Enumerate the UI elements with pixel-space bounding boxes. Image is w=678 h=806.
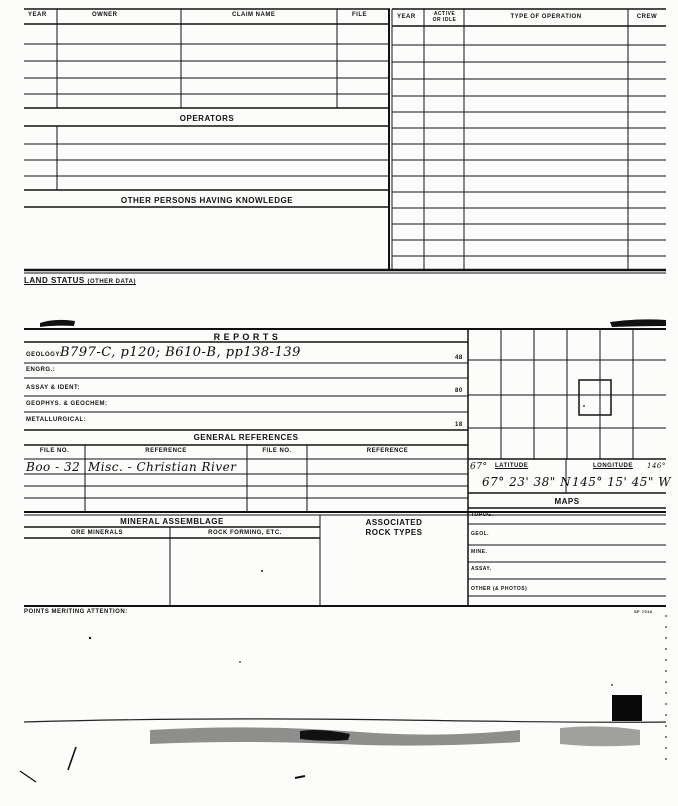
longitude-label: LONGITUDE (593, 463, 633, 469)
active-idle-header (425, 11, 464, 23)
metallurgical-label: METALLURGICAL: (26, 417, 87, 423)
topog-label: TOPOG. (471, 512, 494, 518)
operators-heading: OPERATORS (179, 114, 235, 123)
latitude-value: 67° 23' 38" N (482, 475, 572, 489)
land-status-text: LAND STATUS (24, 276, 85, 285)
reference-header: REFERENCE (145, 448, 187, 454)
geol-label: GEOL. (471, 531, 490, 537)
land-status-sub: (OTHER DATA) (87, 279, 136, 285)
points-meriting-attention-label: POINTS MERITING ATTENTION: (24, 609, 128, 615)
rock-types-label: ROCK TYPES (365, 528, 423, 537)
latitude-label: LATITUDE (495, 463, 529, 469)
general-references-title: GENERAL REFERENCES (193, 433, 299, 442)
ref-row1-file: Boo - 32 (26, 460, 81, 474)
maps-heading: MAPS (554, 497, 580, 506)
other-photos-label: OTHER (& PHOTOS) (471, 586, 528, 592)
geophys-label: GEOPHYS. & GEOCHEM: (26, 401, 108, 407)
crew-header: CREW (636, 14, 658, 20)
or-idle-label: OR IDLE (432, 17, 457, 23)
land-status-label (24, 276, 136, 285)
reports-title: R E P O R T S (213, 332, 279, 342)
mine-label: MINE. (471, 549, 488, 555)
geology-label: GEOLOGY: (26, 352, 62, 358)
type-of-operation-header: TYPE OF OPERATION (510, 14, 582, 20)
ore-minerals-header: ORE MINERALS (70, 530, 123, 536)
form-code: SF 7016 (634, 609, 653, 614)
other-persons-heading: OTHER PERSONS HAVING KNOWLEDGE (120, 196, 294, 205)
number-18: 18 (455, 422, 463, 428)
claim-name-header: CLAIM NAME (232, 12, 276, 18)
mineral-assemblage-title: MINERAL ASSEMBLAGE (120, 517, 224, 526)
reference-header-2: REFERENCE (366, 448, 409, 454)
file-no-header: FILE NO. (39, 448, 70, 454)
geology-value: B797-C, p120; B610-B, pp138-139 (60, 345, 301, 360)
file-no-header-2: FILE NO. (262, 448, 292, 454)
assay-ident-label: ASSAY & IDENT: (26, 385, 81, 391)
ref-row1-reference: Misc. - Christian River (88, 460, 237, 474)
right-year-header: YEAR (397, 14, 416, 20)
associated-rock-types-header (320, 518, 468, 538)
longitude-suffix: 146° (647, 462, 666, 470)
associated-label: ASSOCIATED (365, 518, 423, 527)
assay-label: ASSAY. (471, 566, 492, 572)
rock-forming-header: ROCK FORMING, ETC. (208, 530, 282, 536)
number-48: 48 (455, 355, 463, 361)
active-label: ACTIVE (433, 11, 456, 17)
year-header: YEAR (28, 12, 47, 18)
file-header: FILE (352, 12, 367, 18)
engrg-label: ENGRG.: (26, 367, 56, 373)
longitude-value: 145° 15' 45" W (572, 475, 672, 489)
owner-header: OWNER (92, 12, 118, 18)
latitude-prefix: 67° (470, 462, 488, 472)
number-80: 80 (455, 388, 463, 394)
